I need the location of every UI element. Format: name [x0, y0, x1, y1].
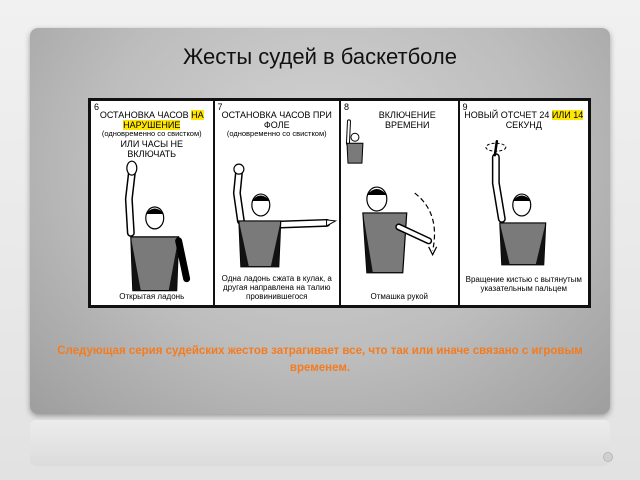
panel-caption: Отмашка рукой [370, 292, 428, 301]
panel-heading [95, 110, 209, 159]
panel-heading [361, 110, 454, 130]
corner-dot [603, 452, 613, 462]
gesture-panel-stop-clock-foul [215, 101, 340, 305]
panel-heading [464, 110, 584, 130]
panel-caption: Открытая ладонь [119, 292, 185, 301]
panel-number: 6 [94, 102, 100, 112]
slide-title: Жесты судей в баскетболе [182, 44, 458, 69]
referee-wave-illustration [341, 101, 458, 305]
panel-heading-part: НОВЫЙ ОТСЧЕТ 24 [464, 110, 552, 120]
panel-heading-part: ИЛИ ЧАСЫ НЕ ВКЛЮЧАТЬ [120, 138, 184, 159]
panel-number: 9 [462, 102, 468, 112]
panel-heading-title: ВКЛЮЧЕНИЕ ВРЕМЕНИ [378, 110, 436, 130]
panel-number: 7 [217, 102, 223, 112]
panel-note: (одновременно со свистком) [101, 129, 202, 138]
gesture-panel-reset-shot-clock [460, 101, 588, 305]
referee-gestures-figure [88, 98, 591, 308]
panel-heading-highlight: НА НАРУШЕНИЕ [123, 110, 204, 130]
panel-note: (одновременно со свистком) [226, 129, 327, 138]
panel-heading [219, 110, 336, 139]
gesture-panel-start-clock [341, 101, 458, 305]
panel-caption: Одна ладонь сжата в кулак, а другая направлена на талию провинившегося [221, 274, 332, 301]
panel-caption: Вращение кистью с вытянутым указательным пальцем [465, 275, 582, 293]
panel-number: 8 [344, 102, 350, 112]
gesture-panel-stop-clock-violation [91, 101, 213, 305]
panel-heading-highlight: ИЛИ 14 [551, 110, 584, 120]
panel-heading-title: ОСТАНОВКА ЧАСОВ ПРИ ФОЛЕ [221, 110, 332, 130]
slide-caption: Следующая серия судейских жестов затрагивает все, что так или иначе связано с игровым временем. [57, 345, 583, 374]
panel-heading-part: ОСТАНОВКА ЧАСОВ [99, 110, 192, 120]
slide-footer-bar [30, 420, 610, 466]
panel-heading-part: СЕКУНД [505, 120, 542, 130]
